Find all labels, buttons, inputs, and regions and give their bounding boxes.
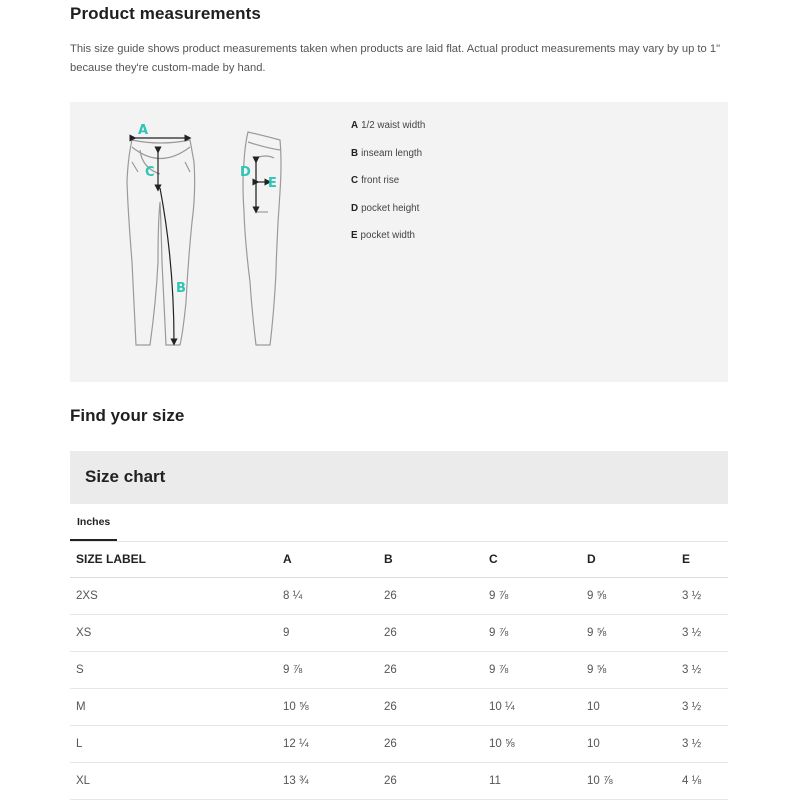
leggings-diagram	[70, 102, 330, 382]
table-cell: XL	[70, 763, 277, 800]
table-cell: 3 ½	[676, 615, 728, 652]
table-cell: 9 ⅞	[483, 615, 581, 652]
leggings-front-view	[127, 140, 195, 345]
size-chart-title: Size chart	[85, 467, 166, 486]
legend-item	[351, 120, 425, 148]
diagram-label-c: C	[145, 165, 155, 180]
table-cell: 11	[483, 763, 581, 800]
legend-letter: D	[351, 202, 359, 214]
legend-letter: B	[351, 147, 359, 159]
table-cell: 26	[378, 578, 483, 615]
leggings-side-view	[243, 132, 281, 345]
find-your-size-title: Find your size	[70, 406, 185, 425]
measurement-diagram-panel	[70, 102, 728, 382]
table-cell: 26	[378, 689, 483, 726]
table-cell: 3 ½	[676, 726, 728, 763]
table-cell: 9 ⅞	[483, 578, 581, 615]
legend-item	[351, 148, 425, 176]
table-cell: 26	[378, 652, 483, 689]
diagram-label-d: D	[240, 165, 251, 180]
measurement-legend	[351, 120, 425, 258]
table-cell: L	[70, 726, 277, 763]
table-cell: 3 ½	[676, 652, 728, 689]
table-cell: 9 ⅝	[581, 652, 676, 689]
legend-text: pocket height	[361, 202, 420, 214]
table-cell: 13 ¾	[277, 763, 378, 800]
table-cell: 8 ¼	[277, 578, 378, 615]
column-header: D	[581, 541, 676, 578]
table-cell: XS	[70, 615, 277, 652]
table-row	[70, 652, 728, 689]
table-cell: 10 ⅝	[277, 689, 378, 726]
table-cell: 3 ½	[676, 578, 728, 615]
table-cell: 10 ⅝	[483, 726, 581, 763]
column-header: C	[483, 541, 581, 578]
table-cell: S	[70, 652, 277, 689]
tab-inches[interactable]	[70, 505, 117, 541]
product-measurements-title: Product measurements	[70, 4, 261, 23]
legend-text: front rise	[361, 175, 400, 186]
size-chart-header	[70, 451, 728, 504]
table-cell: 10 ¼	[483, 689, 581, 726]
legend-letter: A	[351, 120, 359, 131]
table-row	[70, 726, 728, 763]
table-cell: 3 ½	[676, 689, 728, 726]
legend-text: inseam length	[361, 147, 423, 159]
table-cell: 26	[378, 763, 483, 800]
table-cell: 9 ⅞	[277, 652, 378, 689]
tab-inches-label: Inches	[77, 516, 111, 528]
table-cell: 2XS	[70, 578, 277, 615]
legend-item	[351, 203, 425, 231]
unit-tabs	[70, 505, 728, 542]
column-header: SIZE LABEL	[70, 541, 277, 578]
table-row	[70, 578, 728, 615]
size-table	[70, 541, 728, 800]
table-row	[70, 763, 728, 800]
diagram-label-b: B	[176, 281, 186, 296]
column-header: A	[277, 541, 378, 578]
table-header-row	[70, 541, 728, 578]
diagram-label-e: E	[268, 176, 277, 191]
table-cell: 10 ⅞	[581, 763, 676, 800]
table-row	[70, 615, 728, 652]
measurements-intro: This size guide shows product measurements taken when products are laid flat. Actual product measurements may vary by up to 1" because they're custom-made by hand.	[70, 43, 721, 74]
table-cell: 10	[581, 689, 676, 726]
column-header: B	[378, 541, 483, 578]
table-cell: 4 ⅛	[676, 763, 728, 800]
table-cell: 9	[277, 615, 378, 652]
table-cell: 12 ¼	[277, 726, 378, 763]
table-cell: 10	[581, 726, 676, 763]
legend-item	[351, 230, 425, 258]
table-cell: 9 ⅝	[581, 615, 676, 652]
table-cell: M	[70, 689, 277, 726]
table-cell: 9 ⅞	[483, 652, 581, 689]
table-cell: 26	[378, 615, 483, 652]
legend-item	[351, 175, 425, 203]
table-cell: 26	[378, 726, 483, 763]
legend-letter: C	[351, 175, 359, 186]
legend-letter: E	[351, 230, 358, 241]
diagram-label-a: A	[138, 123, 149, 138]
legend-text: 1/2 waist width	[361, 120, 426, 131]
table-cell: 9 ⅝	[581, 578, 676, 615]
legend-text: pocket width	[360, 230, 416, 241]
table-row	[70, 689, 728, 726]
column-header: E	[676, 541, 728, 578]
